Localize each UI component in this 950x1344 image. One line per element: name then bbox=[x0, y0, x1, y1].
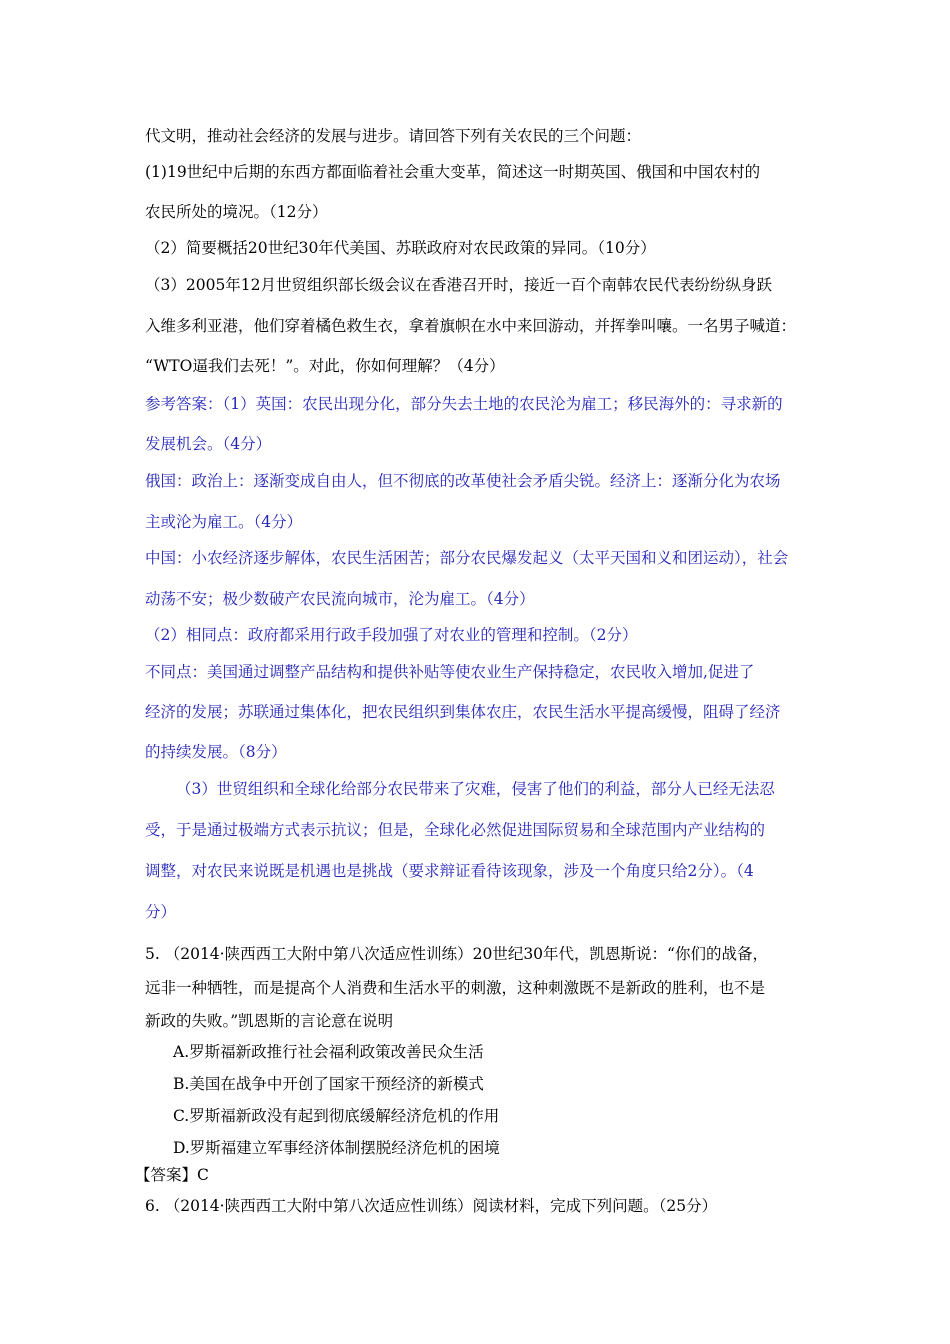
answer-china-line-1: 中国：小农经济逐步解体，农民生活困苦；部分农民爆发起义（太平天国和义和团运动），社会 bbox=[145, 549, 789, 567]
question-6-line-1: 6. （2014·陕西西工大附中第八次适应性训练）阅读材料，完成下列问题。（25分） bbox=[145, 1197, 718, 1215]
answer-2-line-4: 的持续发展。（8分） bbox=[145, 743, 287, 761]
answer-3-line-2: 受，于是通过极端方式表示抗议；但是，全球化必然促进国际贸易和全球范围内产业结构的 bbox=[145, 821, 766, 839]
answer-3-line-1: （3）世贸组织和全球化给部分农民带来了灾难，侵害了他们的利益，部分人已经无法忍 bbox=[176, 780, 775, 798]
answer-3-line-3: 调整，对农民来说既是机遇也是挑战（要求辩证看待该现象，涉及一个角度只给2分）。（4 bbox=[145, 862, 754, 880]
answer-russia-line-2: 主或沦为雇工。（4分） bbox=[145, 513, 303, 531]
answer-russia-line-1: 俄国：政治上：逐渐变成自由人，但不彻底的改革使社会矛盾尖锐。经济上：逐渐分化为农场 bbox=[145, 472, 781, 490]
answer-2-line-1: （2）相同点：政府都采用行政手段加强了对农业的管理和控制。（2分） bbox=[145, 626, 638, 644]
answer-2-line-2: 不同点：美国通过调整产品结构和提供补贴等使农业生产保持稳定，农民收入增加,促进了 bbox=[145, 663, 755, 681]
answer-1-line-2: 发展机会。（4分） bbox=[145, 435, 272, 453]
question-1-line-1: (1)19世纪中后期的东西方都面临着社会重大变革，简述这一时期英国、俄国和中国农村的 bbox=[145, 163, 761, 181]
question-5-line-2: 远非一种牺牲，而是提高个人消费和生活水平的刺激，这种刺激既不是新政的胜利，也不是 bbox=[145, 979, 766, 997]
question-5-line-3: 新政的失败。”凯恩斯的言论意在说明 bbox=[145, 1012, 394, 1030]
question-5-line-1: 5. （2014·陕西西工大附中第八次适应性训练）20世纪30年代，凯恩斯说：“你们的战备， bbox=[145, 945, 768, 963]
question-5-option-d: D.罗斯福建立军事经济体制摆脱经济危机的困境 bbox=[173, 1139, 500, 1157]
question-3-line-1: （3）2005年12月世贸组织部长级会议在香港召开时，接近一百个南韩农民代表纷纷纵身跃 bbox=[145, 276, 773, 294]
answer-3-line-4: 分） bbox=[145, 903, 177, 921]
question-5-option-c: C.罗斯福新政没有起到彻底缓解经济危机的作用 bbox=[173, 1107, 500, 1125]
question-3-line-2: 入维多利亚港，他们穿着橘色救生衣，拿着旗帜在水中来回游动，并挥拳叫嚷。一名男子喊道： bbox=[145, 317, 797, 335]
intro-text: 代文明，推动社会经济的发展与进步。请回答下列有关农民的三个问题： bbox=[145, 127, 642, 145]
question-1-line-2: 农民所处的境况。（12分） bbox=[145, 203, 328, 221]
question-5-option-a: A.罗斯福新政推行社会福利政策改善民众生活 bbox=[173, 1043, 484, 1061]
question-5-answer bbox=[135, 1165, 209, 1185]
answer-1-line-1: 参考答案：（1）英国：农民出现分化，部分失去土地的农民沦为雇工；移民海外的：寻求新的 bbox=[145, 395, 783, 413]
answer-value: C bbox=[197, 1166, 209, 1184]
question-3-line-3: “WTO逼我们去死！”。对此，你如何理解？（4分） bbox=[145, 357, 505, 375]
question-2: （2）简要概括20世纪30年代美国、苏联政府对农民政策的异同。（10分） bbox=[145, 239, 656, 257]
question-5-option-b: B.美国在战争中开创了国家干预经济的新模式 bbox=[173, 1075, 484, 1093]
answer-2-line-3: 经济的发展；苏联通过集体化，把农民组织到集体农庄，农民生活水平提高缓慢，阻碍了经济 bbox=[145, 703, 781, 721]
answer-china-line-2: 动荡不安；极少数破产农民流向城市，沦为雇工。（4分） bbox=[145, 590, 535, 608]
answer-label: 【答案】 bbox=[135, 1166, 198, 1184]
